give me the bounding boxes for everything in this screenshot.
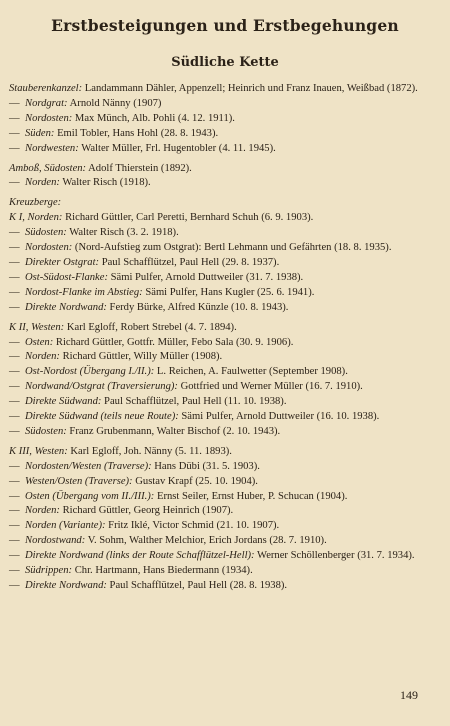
climbers-text: Sämi Pulfer, Arnold Duttweiler (31. 7. 1938).: [107, 271, 304, 283]
route-label: Nordosten:: [25, 242, 73, 254]
route-label: Nordwesten:: [25, 142, 79, 154]
route-label: Amboß, Südosten:: [9, 162, 87, 174]
climbers-text: Ferdy Bürke, Alfred Künzle (10. 8. 1943).: [106, 301, 289, 313]
entry-dash: —: [9, 381, 20, 393]
ascent-entry: [9, 475, 441, 490]
route-label: Süden:: [25, 127, 55, 139]
climbers-text: Adolf Thierstein (1892).: [86, 162, 192, 174]
entry-dash: —: [9, 535, 20, 547]
climbers-text: Sämi Pulfer, Hans Kugler (25. 6. 1941).: [142, 286, 315, 298]
entry-dash: —: [9, 550, 20, 562]
climbers-text: Paul Schafflützel, Paul Hell (11. 10. 1938).: [101, 396, 287, 408]
ascent-entry: [9, 380, 441, 395]
route-label: Direkte Nordwand:: [25, 301, 107, 313]
route-label: K I, Norden:: [9, 212, 63, 224]
route-label: Norden:: [25, 505, 60, 517]
climbers-text: Gottfried und Werner Müller (16. 7. 1910).: [177, 381, 363, 393]
route-label: Stauberenkanzel:: [9, 83, 83, 94]
climbers-text: Richard Güttler, Carl Peretti, Bernhard Schuh (6. 9. 1903).: [62, 212, 314, 224]
ascent-entry: [9, 142, 441, 157]
climbers-text: V. Sohm, Walther Melchior, Erich Jordans (28. 7. 1910).: [85, 535, 327, 547]
ascent-entry: [9, 365, 441, 380]
route-label: Nordosten/Westen (Traverse):: [25, 460, 152, 472]
route-label: Westen/Osten (Traverse):: [25, 475, 133, 487]
climbers-text: (Nord-Aufstieg zum Ostgrat): Bertl Lehmann und Gefährten (18. 8. 1935).: [72, 242, 392, 254]
entry-dash: —: [9, 366, 20, 378]
ascent-entry: [9, 196, 441, 211]
entry-dash: —: [9, 580, 20, 591]
entry-dash: —: [9, 271, 20, 283]
ascent-entry: [9, 336, 441, 351]
route-label: Kreuzberge:: [9, 197, 62, 209]
climbers-text: Franz Grubenmann, Walter Bischof (2. 10. 1943).: [66, 425, 281, 437]
route-label: Nordwand/Ostgrat (Traversierung):: [25, 381, 178, 393]
entry-dash: —: [9, 112, 20, 124]
route-label: Nordosten:: [25, 112, 73, 124]
entry-dash: —: [9, 475, 20, 487]
entry-dash: —: [9, 411, 20, 423]
ascent-entry: [9, 286, 441, 301]
ascent-entry: [9, 410, 441, 425]
ascent-entry: [9, 271, 441, 286]
climbers-text: Emil Tobler, Hans Hohl (28. 8. 1943).: [54, 127, 219, 139]
climbers-text: Fritz Iklé, Victor Schmid (21. 10. 1907).: [105, 520, 280, 532]
ascent-entry: [9, 176, 441, 191]
entry-dash: —: [9, 286, 20, 298]
climbers-text: Walter Müller, Frl. Hugentobler (4. 11. 1945).: [78, 142, 276, 154]
route-label: K III, Westen:: [9, 445, 68, 457]
climbers-text: Paul Schafflützel, Paul Hell (28. 8. 1938).: [106, 580, 288, 591]
entry-dash: —: [9, 242, 20, 254]
route-label: Osten (Übergang vom II./III.):: [25, 490, 155, 502]
route-label: Norden (Variante):: [25, 520, 106, 532]
ascent-entry: [9, 97, 441, 112]
climbers-text: Sämi Pulfer, Arnold Duttweiler (16. 10. 1938).: [178, 411, 380, 423]
ascent-entry: [9, 211, 441, 226]
section-subtitle: Südliche Kette: [171, 55, 279, 70]
ascent-entry: [9, 564, 441, 579]
ascent-entry: [9, 395, 441, 410]
route-label: Nordostwand:: [25, 535, 86, 547]
route-label: Nordost-Flanke im Abstieg:: [25, 286, 143, 298]
climbers-text: L. Reichen, A. Faulwetter (September 1908).: [154, 366, 348, 378]
route-label: Südrippen:: [25, 565, 73, 577]
climbers-text: Karl Egloff, Robert Strebel (4. 7. 1894).: [64, 321, 237, 333]
climbers-text: Landammann Dähler, Appenzell; Heinrich und Franz Inauen, Weißbad (1872).: [82, 83, 418, 94]
ascent-entry: [9, 460, 441, 475]
ascent-entry: [9, 549, 441, 564]
ascent-list: [9, 82, 441, 594]
route-label: Nordgrat:: [25, 97, 68, 109]
climbers-text: Max Münch, Alb. Pohli (4. 12. 1911).: [72, 112, 235, 124]
climbers-text: Hans Dübi (31. 5. 1903).: [151, 460, 260, 472]
ascent-entry: [9, 579, 441, 594]
ascent-entry: [9, 321, 441, 336]
entry-dash: —: [9, 127, 20, 139]
entry-dash: —: [9, 490, 20, 502]
ascent-entry: [9, 82, 441, 97]
route-label: Direkte Nordwand:: [25, 580, 107, 591]
ascent-entry: [9, 350, 441, 365]
ascent-entry: [9, 301, 441, 316]
route-label: Direkte Südwand:: [25, 396, 102, 408]
entry-dash: —: [9, 351, 20, 363]
climbers-text: Walter Risch (1918).: [59, 177, 151, 189]
route-label: Norden:: [25, 351, 60, 363]
ascent-entry: [9, 226, 441, 241]
route-label: Südosten:: [25, 425, 67, 437]
route-label: Südosten:: [25, 227, 67, 239]
route-label: Norden:: [25, 177, 60, 189]
ascent-entry: [9, 162, 441, 177]
entry-dash: —: [9, 256, 20, 268]
climbers-text: Werner Schöllenberger (31. 7. 1934).: [254, 550, 415, 562]
entry-dash: —: [9, 336, 20, 348]
ascent-entry: [9, 112, 441, 127]
route-label: Osten:: [25, 336, 54, 348]
entry-dash: —: [9, 142, 20, 154]
entry-dash: —: [9, 227, 20, 239]
climbers-text: Karl Egloff, Joh. Nänny (5. 11. 1893).: [67, 445, 232, 457]
route-label: Direkter Ostgrat:: [25, 256, 100, 268]
climbers-text: Ernst Seiler, Ernst Huber, P. Schucan (1904).: [154, 490, 348, 502]
ascent-entry: [9, 127, 441, 142]
ascent-entry: [9, 519, 441, 534]
climbers-text: Richard Güttler, Willy Müller (1908).: [59, 351, 223, 363]
page-title: Erstbesteigungen und Erstbegehungen: [51, 16, 399, 35]
route-label: Direkte Nordwand (links der Route Schafflützel-Hell):: [25, 550, 255, 562]
climbers-text: Walter Risch (3. 2. 1918).: [66, 227, 179, 239]
climbers-text: Paul Schafflützel, Paul Hell (29. 8. 1937).: [99, 256, 280, 268]
entry-dash: —: [9, 565, 20, 577]
entry-dash: —: [9, 425, 20, 437]
ascent-entry: [9, 445, 441, 460]
climbers-text: Arnold Nänny (1907): [67, 97, 162, 109]
route-label: K II, Westen:: [9, 321, 65, 333]
ascent-entry: [9, 425, 441, 440]
entry-dash: —: [9, 520, 20, 532]
climbers-text: Richard Güttler, Gottfr. Müller, Febo Sala (30. 9. 1906).: [53, 336, 294, 348]
route-label: Ost-Südost-Flanke:: [25, 271, 108, 283]
route-label: Direkte Südwand (teils neue Route):: [25, 411, 179, 423]
climbers-text: Gustav Krapf (25. 10. 1904).: [132, 475, 258, 487]
ascent-entry: [9, 256, 441, 271]
entry-dash: —: [9, 301, 20, 313]
route-label: Ost-Nordost (Übergang I./II.):: [25, 366, 155, 378]
ascent-entry: [9, 504, 441, 519]
ascent-entry: [9, 490, 441, 505]
ascent-entry: [9, 534, 441, 549]
climbers-text: Chr. Hartmann, Hans Biedermann (1934).: [72, 565, 253, 577]
entry-dash: —: [9, 177, 20, 189]
ascent-entry: [9, 241, 441, 256]
page-number: 149: [400, 688, 418, 702]
entry-dash: —: [9, 396, 20, 408]
entry-dash: —: [9, 97, 20, 109]
entry-dash: —: [9, 460, 20, 472]
climbers-text: Richard Güttler, Georg Heinrich (1907).: [59, 505, 234, 517]
entry-dash: —: [9, 505, 20, 517]
